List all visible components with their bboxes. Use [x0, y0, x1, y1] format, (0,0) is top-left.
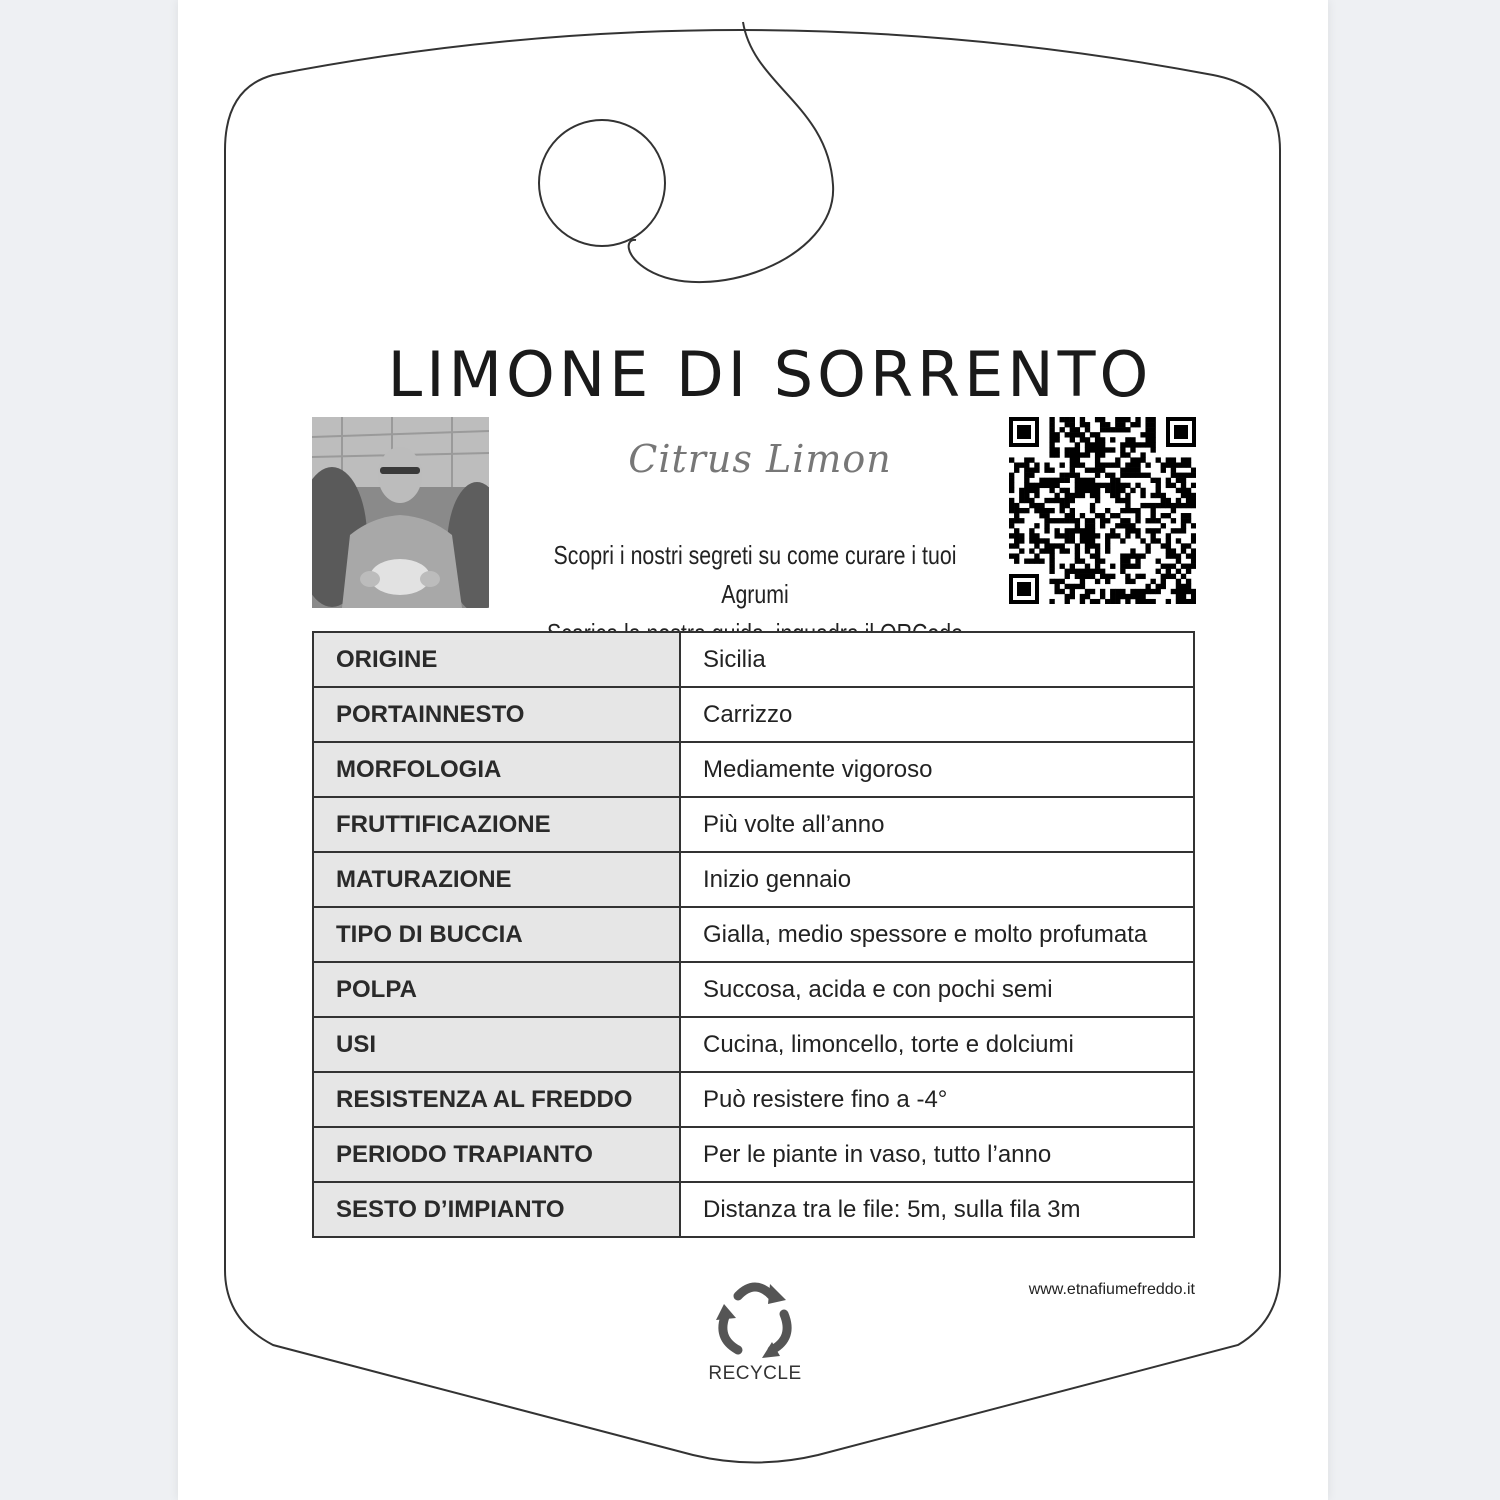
spec-key: SESTO D’IMPIANTO	[313, 1182, 680, 1237]
spec-value: Per le piante in vaso, tutto l’anno	[680, 1127, 1194, 1182]
person-with-fruit-photo	[312, 417, 489, 608]
spec-row	[313, 632, 1194, 687]
spec-key: USI	[313, 1017, 680, 1072]
recycle-icon	[710, 1274, 800, 1360]
spec-row	[313, 797, 1194, 852]
spec-key: PORTAINNESTO	[313, 687, 680, 742]
product-title: LIMONE DI SORRENTO	[387, 338, 1153, 411]
spec-value: Sicilia	[680, 632, 1194, 687]
spec-value: Succosa, acida e con pochi semi	[680, 962, 1194, 1017]
spec-row	[313, 962, 1194, 1017]
spec-row	[313, 1017, 1194, 1072]
spec-row	[313, 1182, 1194, 1237]
spec-value: Mediamente vigoroso	[680, 742, 1194, 797]
spec-row	[313, 1127, 1194, 1182]
spec-key: PERIODO TRAPIANTO	[313, 1127, 680, 1182]
spec-key: TIPO DI BUCCIA	[313, 907, 680, 962]
spec-key: RESISTENZA AL FREDDO	[313, 1072, 680, 1127]
spec-value: Cucina, limoncello, torte e dolciumi	[680, 1017, 1194, 1072]
spec-row	[313, 742, 1194, 797]
website-link[interactable]: www.etnafiumefreddo.it	[1028, 1281, 1195, 1298]
botanical-name: Citrus Limon	[628, 437, 892, 481]
spec-row	[313, 687, 1194, 742]
promo-line-1: Scopri i nostri segreti su come curare i tuoi Agrumi	[553, 540, 957, 609]
spec-key: ORIGINE	[313, 632, 680, 687]
spec-value: Inizio gennaio	[680, 852, 1194, 907]
spec-row	[313, 907, 1194, 962]
spec-key: FRUTTIFICAZIONE	[313, 797, 680, 852]
recycle-label: RECYCLE	[708, 1363, 802, 1384]
spec-value: Può resistere fino a -4°	[680, 1072, 1194, 1127]
spec-value: Carrizzo	[680, 687, 1194, 742]
spec-row	[313, 852, 1194, 907]
spec-key: MORFOLOGIA	[313, 742, 680, 797]
spec-value: Distanza tra le file: 5m, sulla fila 3m	[680, 1182, 1194, 1237]
qr-code-icon	[1009, 417, 1196, 604]
specs-table	[312, 631, 1195, 1238]
spec-key: MATURAZIONE	[313, 852, 680, 907]
spec-key: POLPA	[313, 962, 680, 1017]
spec-value: Più volte all’anno	[680, 797, 1194, 852]
spec-value: Gialla, medio spessore e molto profumata	[680, 907, 1194, 962]
spec-row	[313, 1072, 1194, 1127]
